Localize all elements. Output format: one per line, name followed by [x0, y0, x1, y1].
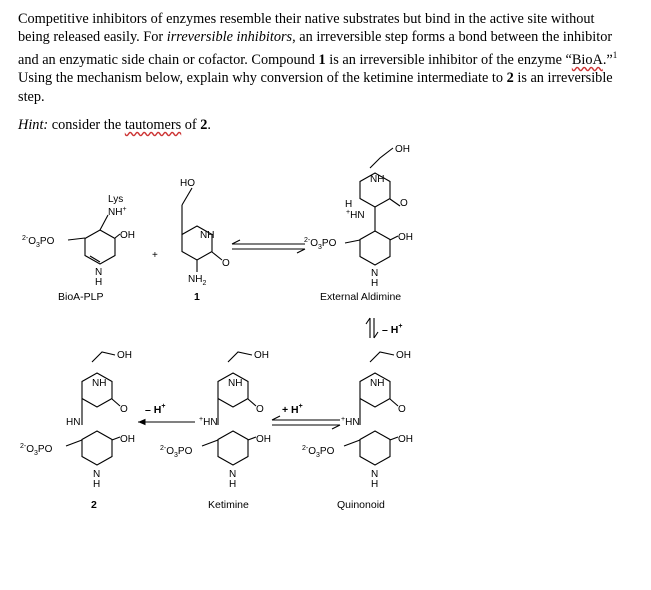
biopla-structure: [68, 215, 120, 264]
phos-charge: 2-: [22, 235, 29, 242]
q-text-2: , an irreversible step forms a bond between the inhibitor and an enzymatic side chain or cofactor. Compound: [18, 29, 613, 69]
q-enzyme-name: BioA: [571, 52, 603, 69]
minus-h-down-text: – H: [382, 324, 399, 336]
phos4-p: PO: [177, 446, 193, 457]
nh-plus: +: [122, 206, 127, 213]
oh-2: OH: [120, 434, 135, 445]
phos5-charge: 2-: [302, 445, 309, 452]
label-external-aldimine: External Aldimine: [320, 291, 402, 303]
hn-k-text: HN: [203, 417, 218, 428]
n-ketimine: N: [229, 469, 237, 480]
phos2-3: 3: [318, 244, 322, 251]
h-quinonoid: H: [371, 479, 379, 490]
n-quinonoid: N: [371, 469, 379, 480]
phosphate-2: [20, 443, 53, 457]
o-2: O: [120, 404, 128, 415]
plus-h-text: + H: [282, 404, 299, 416]
equilibrium-arrow-bottom: [272, 416, 340, 429]
phos3-3: 3: [34, 450, 38, 457]
oh-quinonoid-top: OH: [396, 350, 411, 361]
quinonoid-structure: [344, 352, 398, 465]
oh-ketimine: OH: [256, 434, 271, 445]
q-text-1: Competitive inhibitors of enzymes resemble their native substrates but bind in the active site without being released easily. For: [18, 11, 595, 46]
phos-o: O: [28, 236, 37, 247]
h-2: H: [93, 479, 101, 490]
hn-k-plus: +: [199, 416, 204, 423]
phos2-o: O: [310, 238, 319, 249]
hn-q-text: HN: [345, 417, 360, 428]
equilibrium-arrow-top: [232, 240, 305, 253]
label-biopla: BioA-PLP: [58, 291, 104, 303]
hn-quinonoid: [341, 416, 360, 428]
nh-text: NH: [108, 207, 123, 218]
q-product-number: 2: [506, 70, 514, 87]
phos2-charge: 2-: [304, 237, 311, 244]
q-text-4: .”: [602, 52, 613, 69]
o-aldimine: O: [400, 198, 408, 209]
hn-aldimine: [346, 209, 365, 221]
n-2: N: [93, 469, 101, 480]
phos-3: 3: [36, 242, 40, 249]
h-aldimine-n: H: [371, 278, 379, 289]
external-aldimine-structure: [345, 148, 400, 265]
nh-quinonoid: NH: [370, 378, 385, 389]
hn-2: HN: [66, 417, 81, 428]
o-ketimine: O: [256, 404, 264, 415]
h-ketimine: H: [229, 479, 237, 490]
phosphate-aldimine: [304, 237, 337, 251]
hn-text: HN: [350, 210, 365, 221]
pyridine-n-biopla: N: [95, 267, 103, 278]
phos3-p: PO: [37, 444, 53, 455]
product2-structure: [66, 352, 120, 465]
lys-label: Lys: [108, 194, 124, 205]
phos2-p: PO: [321, 238, 337, 249]
q-irreversible-inhibitors: irreversible inhibitors: [166, 29, 293, 46]
o-quinonoid: O: [398, 404, 406, 415]
q-compound-number: 1: [318, 52, 326, 69]
minus-h-down: [382, 323, 402, 336]
minus-h-left: [145, 403, 165, 416]
nh-lys-label: [108, 206, 127, 218]
o-compound1: O: [222, 258, 230, 269]
minus-h-left-text: – H: [145, 404, 162, 416]
hint-label: Hint:: [18, 117, 49, 133]
plus-h-sup: +: [298, 403, 303, 410]
hn-q-plus: +: [341, 416, 346, 423]
label-product2: 2: [91, 499, 97, 511]
q-text-6: is an irreversible step.: [18, 70, 613, 105]
q-reference: 1: [612, 50, 618, 61]
n-aldimine: N: [371, 268, 379, 279]
nh-ketimine: NH: [228, 378, 243, 389]
label-ketimine: Ketimine: [208, 499, 249, 511]
phos4-o: O: [166, 446, 175, 457]
phos4-charge: 2-: [160, 445, 167, 452]
hn-ketimine: [199, 416, 218, 428]
hint-text-1: consider the: [48, 117, 125, 133]
phosphate-ketimine: [160, 445, 193, 459]
phos5-o: O: [308, 446, 317, 457]
nh-2: NH: [92, 378, 107, 389]
oh-quinonoid: OH: [398, 434, 413, 445]
phos4-3: 3: [174, 452, 178, 459]
label-compound1: 1: [194, 291, 200, 303]
label-quinonoid: Quinonoid: [337, 499, 385, 511]
ketimine-structure: [202, 352, 256, 465]
oh-aldimine-top: OH: [395, 144, 410, 155]
oh-ketimine-top: OH: [254, 350, 269, 361]
oh-2-top: OH: [117, 350, 132, 361]
phos3-o: O: [26, 444, 35, 455]
nh2-text: NH: [188, 274, 203, 285]
phos5-3: 3: [316, 452, 320, 459]
minus-h-left-plus: +: [161, 403, 166, 410]
plus-h-bottom: [282, 403, 303, 416]
plus-sign: +: [152, 250, 158, 261]
equilibrium-arrow-down: [366, 318, 378, 338]
hint-tautomers: tautomers: [124, 117, 182, 133]
nh-compound1: NH: [200, 230, 215, 241]
q-text-5: Using the mechanism below, explain why conversion of the ketimine intermediate to: [18, 70, 507, 87]
phosphate-biopla: [22, 235, 55, 249]
nh2-compound1: [188, 274, 206, 287]
minus-h-down-plus: +: [398, 323, 403, 330]
phos-p: PO: [39, 236, 55, 247]
phosphate-quinonoid: [302, 445, 335, 459]
ho-compound1: HO: [180, 178, 195, 189]
pyridine-h-biopla: H: [95, 277, 103, 288]
hint-text-3: .: [207, 117, 211, 133]
q-text-3: is an irreversible inhibitor of the enzyme “: [325, 52, 572, 69]
hint-number: 2: [200, 117, 208, 133]
oh-biopla: OH: [120, 230, 135, 241]
oh-aldimine: OH: [398, 232, 413, 243]
nh2-sub: 2: [202, 280, 207, 287]
hn-plus: +: [346, 209, 351, 216]
h-aldimine: H: [345, 199, 353, 210]
hint-text-2: of: [181, 117, 201, 133]
nh-aldimine: NH: [370, 174, 385, 185]
phos3-charge: 2-: [20, 443, 27, 450]
phos5-p: PO: [319, 446, 335, 457]
